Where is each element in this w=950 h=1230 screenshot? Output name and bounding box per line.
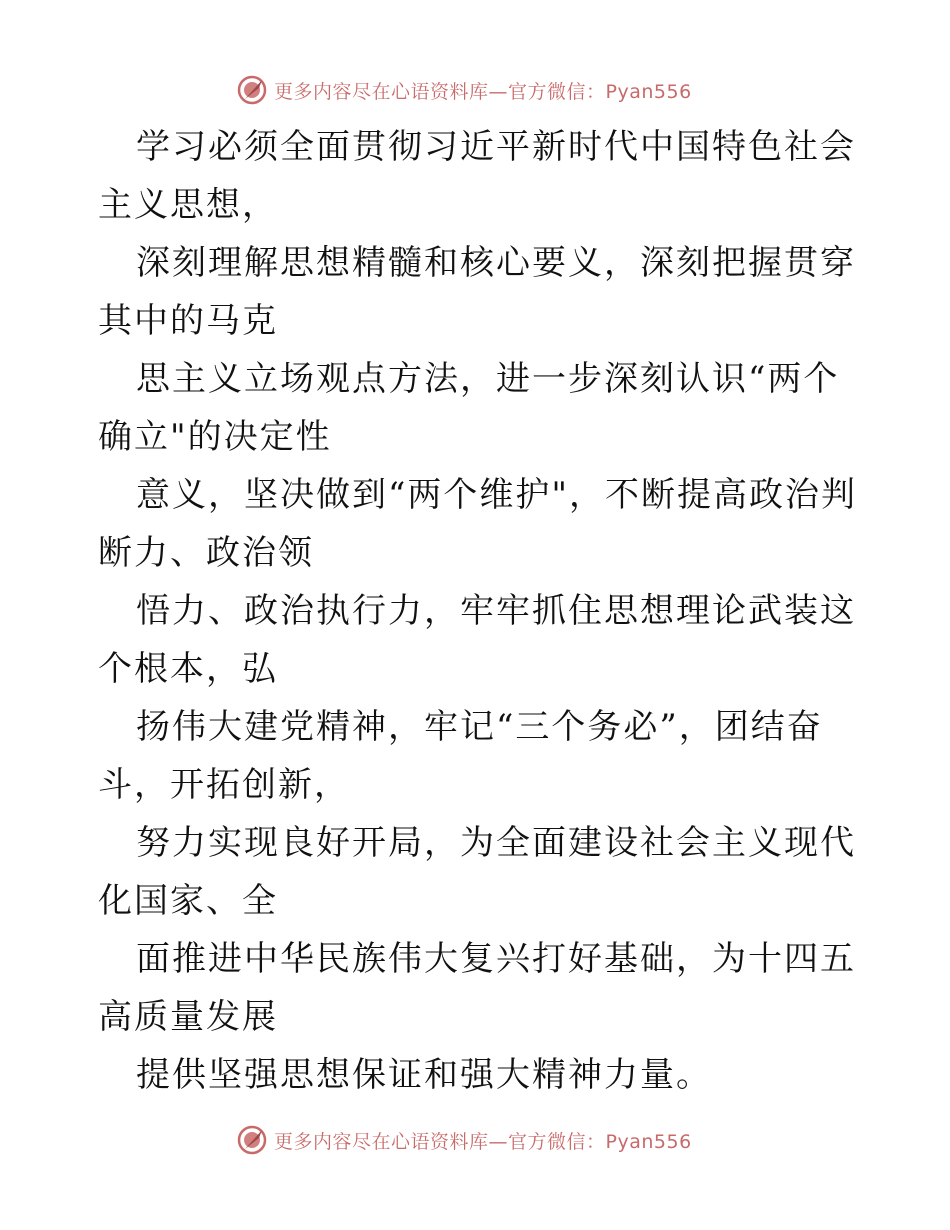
paragraph-8: 面推进中华民族伟大复兴打好基础，为十四五高质量发展 [98,939,856,1037]
paragraph-4: 意义，坚决做到“两个维护"，不断提高政治判断力、政治领 [98,475,858,573]
footer-banner-text: 更多内容尽在心语资料库—官方微信：Pyan556 [274,1130,692,1153]
document-body [98,118,858,1104]
footer-banner [236,1123,692,1157]
paragraph-5: 悟力、政治执行力，牢牢抓住思想理论武装这个根本，弘 [98,591,856,689]
paragraph-6: 扬伟大建党精神，牢记“三个务必”，团结奋斗，开拓创新， [98,707,823,805]
quill-seal-icon [236,74,268,106]
paragraph-2: 深刻理解思想精髓和核心要义，深刻把握贯穿其中的马克 [98,243,856,341]
quill-seal-icon [236,1124,268,1156]
paragraph-1: 学习必须全面贯彻习近平新时代中国特色社会主义思想， [98,127,856,225]
paragraph-9: 提供坚强思想保证和强大精神力量。 [136,1055,712,1095]
header-banner-text: 更多内容尽在心语资料库—官方微信：Pyan556 [274,80,692,103]
header-banner [236,73,692,107]
paragraph-7: 努力实现良好开局，为全面建设社会主义现代化国家、全 [98,823,856,921]
paragraph-3: 思主义立场观点方法，进一步深刻认识“两个确立"的决定性 [98,359,840,457]
